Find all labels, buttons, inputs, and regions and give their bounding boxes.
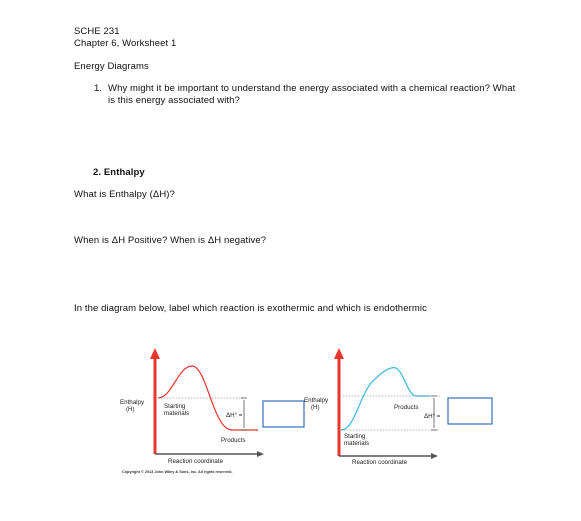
left-answer-box	[263, 401, 304, 427]
left-copyright: Copyright © 2013 John Wiley & Sons, Inc. All rights reserved.	[122, 470, 233, 474]
question-1-number: 1.	[94, 83, 103, 94]
right-reaction-curve	[341, 368, 430, 430]
left-products-label: Products	[221, 437, 246, 444]
question-2-heading: 2. Enthalpy	[93, 167, 145, 178]
right-delta-h-label: ΔH° =	[424, 413, 441, 420]
right-products-label: Products	[394, 404, 419, 411]
question-2a: What is Enthalpy (ΔH)?	[74, 189, 175, 200]
right-start-label-1: Starting	[344, 433, 366, 440]
right-y-axis-arrowhead	[334, 348, 344, 359]
right-start-label-2: materials	[344, 440, 370, 447]
left-x-axis-label: Reaction coordinate	[168, 458, 224, 465]
left-y-axis-arrowhead	[150, 348, 160, 359]
question-1-line-1: Why might it be important to understand the energy associated with a chemical reaction? What	[108, 83, 516, 94]
right-answer-box	[448, 398, 492, 424]
right-x-axis-arrowhead	[431, 453, 438, 459]
question-1-line-2: is this energy associated with?	[108, 95, 240, 106]
chapter-title: Chapter 6, Worksheet 1	[74, 38, 177, 49]
left-delta-h-label: ΔH° =	[226, 412, 243, 419]
right-y-axis-label-1: Enthalpy	[304, 397, 329, 404]
right-y-axis-label-2: (H)	[311, 404, 320, 411]
left-start-label-1: Starting	[164, 403, 186, 410]
question-2c: In the diagram below, label which reaction is exothermic and which is endothermic	[74, 303, 427, 314]
left-y-axis-label-1: Enthalpy	[120, 399, 145, 406]
left-y-axis-label-2: (H)	[126, 406, 135, 413]
section-title: Energy Diagrams	[74, 61, 149, 72]
left-x-axis-arrowhead	[257, 451, 264, 457]
course-code: SCHE 231	[74, 26, 120, 37]
question-2b: When is ΔH Positive? When is ΔH negative?	[74, 235, 267, 246]
left-start-label-2: materials	[164, 410, 190, 417]
right-x-axis-label: Reaction coordinate	[352, 459, 408, 466]
